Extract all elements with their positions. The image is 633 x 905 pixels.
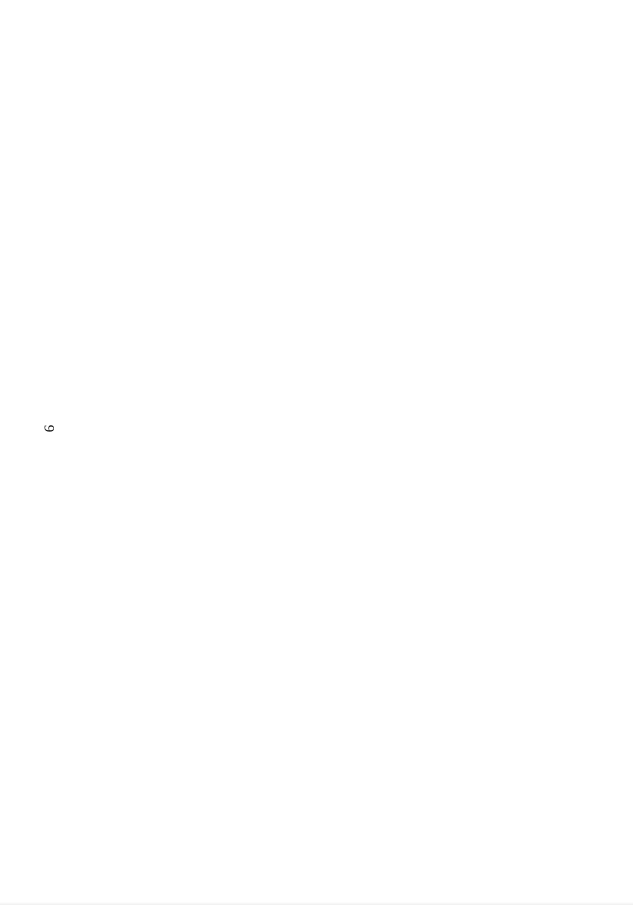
- page-number: 9: [40, 424, 57, 433]
- rotated-table-container: [90, 96, 540, 866]
